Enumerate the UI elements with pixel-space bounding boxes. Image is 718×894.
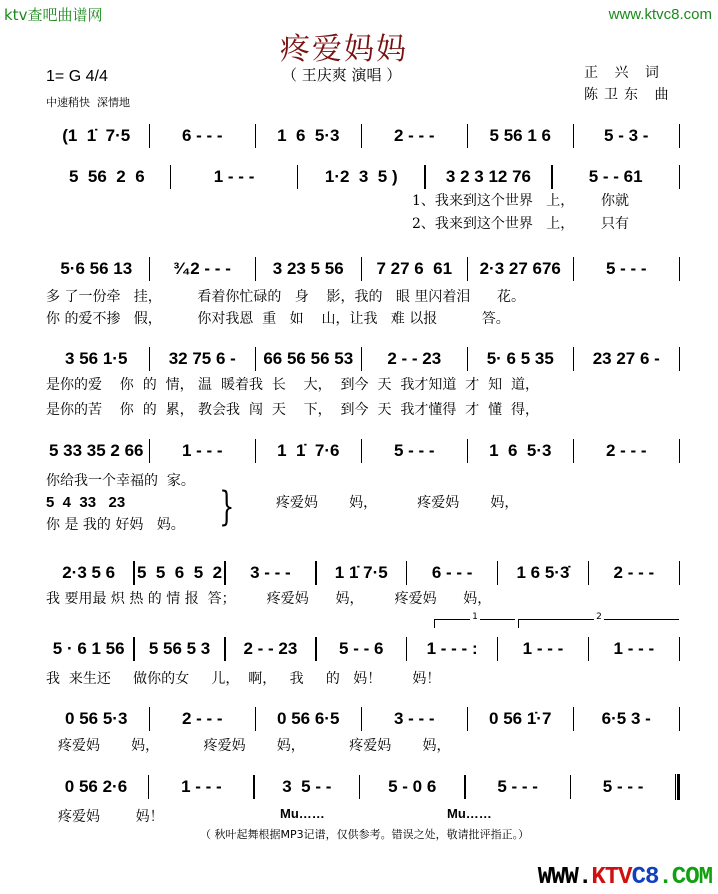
- measure: 3 - - -: [250, 563, 291, 582]
- alt-notes: 5 4 33 23: [46, 494, 126, 511]
- measure: 2 - - 23: [243, 639, 298, 658]
- lyric-line: 1、我来到这个世界 上， 你就: [412, 193, 629, 209]
- measure: 5 - - 6: [339, 639, 384, 658]
- measure: 1 - - - :: [426, 639, 478, 658]
- composer: 陈卫东 曲: [584, 87, 675, 103]
- measure: 6·5 3 -: [601, 709, 651, 728]
- staff-row: [44, 348, 680, 370]
- staff-row: [44, 258, 680, 280]
- measure: 1 - - -: [613, 639, 655, 658]
- measure: 5 5 6 5 2: [137, 563, 223, 582]
- measure: 5 - - -: [605, 259, 647, 278]
- bar-line: [679, 561, 681, 585]
- lyric-line: 多 了一份牵 挂， 看着你忙碌的 身 影，我的 眼 里闪着泪 花。: [46, 289, 526, 305]
- measure: 1 6 5·3̇: [516, 563, 570, 582]
- staff-row: [44, 166, 680, 188]
- lyric-line: 是你的苦 你 的 累， 教会我 闯 天 下， 到今 天 我才懂得 才 懂 得，: [46, 402, 540, 418]
- lyric-line: 你 的爱不掺 假， 你对我恩 重 如 山，让我 难 以报 答。: [46, 311, 510, 327]
- hum-2: Mu……: [447, 806, 492, 821]
- song-title: 疼爱妈妈: [280, 32, 408, 67]
- bar-line: [679, 165, 681, 189]
- site-logo: WWW.KTVC8.COM: [537, 864, 712, 891]
- chorus-lyric: 疼爱妈 妈， 疼爱妈 妈，: [276, 495, 519, 511]
- singer: （ 王庆爽 演唱 ）: [282, 66, 402, 84]
- measure: 1 - - -: [213, 167, 255, 186]
- measure: 1 - - -: [522, 639, 564, 658]
- staff-row: [44, 708, 680, 730]
- measure: 5 - - -: [602, 777, 644, 796]
- staff-row: [44, 125, 680, 147]
- measure: 3 2 3 12 76: [445, 167, 531, 186]
- lyric-line: 我 来生还 做你的女 儿， 啊， 我 的 妈！ 妈！: [46, 671, 441, 687]
- bar-line: [679, 347, 681, 371]
- measure: 2 - - -: [181, 709, 223, 728]
- measure: 5 - - 61: [588, 167, 643, 186]
- measure: (1 1̇ 7·5: [62, 126, 131, 145]
- key: 1= G: [46, 68, 82, 85]
- measure: 0 56 2·6: [64, 777, 128, 796]
- lyric-line: 疼爱妈 妈， 疼爱妈 妈， 疼爱妈 妈，: [58, 738, 451, 754]
- measure: 5 33 35 2 66: [48, 441, 144, 460]
- measure: 1 6 5·3: [277, 126, 340, 145]
- measure: 2 - - -: [605, 441, 647, 460]
- lyric-line: 你 是 我的 好妈 妈。: [46, 517, 185, 533]
- footnote: （ 秋叶起舞根据MP3记谱，仅供参考。错误之处，敬请批评指正。）: [200, 828, 530, 841]
- measure: 23 27 6 -: [592, 349, 660, 368]
- measure: 5 - 3 -: [604, 126, 649, 145]
- measure: 5 · 6 1 56: [52, 639, 125, 658]
- brace: }: [219, 484, 235, 530]
- staff-row: [44, 562, 680, 584]
- site-name[interactable]: ktv查吧曲谱网: [4, 6, 103, 24]
- measure: 1·2 3 5 ): [324, 167, 398, 186]
- bar-line: [675, 774, 680, 800]
- measure: 7 27 6 61: [376, 259, 453, 278]
- measure: 5· 6 5 35: [486, 349, 554, 368]
- measure: 2·3 5 6: [62, 563, 116, 582]
- measure: 2·3 27 676: [479, 259, 561, 278]
- measure: 5 56 1 6: [489, 126, 551, 145]
- tempo-marking: 中速稍快 深情地: [46, 96, 130, 109]
- measure: 1 - - -: [181, 441, 223, 460]
- measure: 1 6 5·3: [489, 441, 552, 460]
- measure: 66 56 56 53: [263, 349, 354, 368]
- bar-line: [679, 439, 681, 463]
- measure: 2 - - -: [613, 563, 655, 582]
- measure: 6 - - -: [181, 126, 223, 145]
- site-url[interactable]: www.ktvc8.com: [608, 6, 712, 23]
- staff-row: [44, 638, 680, 660]
- lyric-line: 我 要用最 炽 热 的 情 报 答； 疼爱妈 妈， 疼爱妈 妈，: [46, 591, 492, 607]
- bar-line: [679, 124, 681, 148]
- measure: 5 56 2 6: [69, 167, 145, 186]
- measure: 5 - - -: [497, 777, 538, 796]
- bar-line: [679, 257, 681, 281]
- lyric-line: 疼爱妈 妈！: [58, 809, 164, 825]
- measure: 5·6 56 13: [60, 259, 133, 278]
- staff-row: [44, 776, 680, 798]
- bar-line: [679, 707, 681, 731]
- measure: 3 5 - -: [282, 777, 332, 796]
- lyric-line: 你给我一个幸福的 家。: [46, 473, 195, 489]
- measure: 0 56 5·3: [65, 709, 128, 728]
- lyric-line: 是你的爱 你 的 情， 温 暖着我 长 大， 到今 天 我才知道 才 知 道，: [46, 377, 540, 393]
- key-signature: [46, 68, 108, 86]
- measure: 3 56 1·5: [65, 349, 128, 368]
- measure: 5 - - -: [393, 441, 435, 460]
- measure: 6 - - -: [431, 563, 473, 582]
- hum-1: Mu……: [280, 806, 325, 821]
- measure: 0 56 1̇·7: [489, 709, 552, 728]
- measure: 2 - - 23: [387, 349, 442, 368]
- measure: 5 - 0 6: [388, 777, 437, 796]
- lyricist: 正 兴 词: [584, 65, 665, 81]
- time-signature: 4/4: [85, 68, 108, 85]
- volta-2: 2: [518, 619, 679, 628]
- measure: 3 - - -: [393, 709, 435, 728]
- measure: 0 56 6·5: [277, 709, 340, 728]
- measure: 1 1̇ 7·6: [277, 441, 340, 460]
- staff-row: [44, 440, 680, 462]
- volta-1: 1: [434, 619, 515, 628]
- measure: ³⁄₄2 - - -: [173, 259, 231, 278]
- bar-line: [679, 637, 681, 661]
- measure: 1 - - -: [181, 777, 222, 796]
- measure: 3 23 5 56: [272, 259, 344, 278]
- measure: 32 75 6 -: [168, 349, 236, 368]
- measure: 1 1̇ 7·5: [334, 563, 388, 582]
- lyric-line: 2、我来到这个世界 上， 只有: [412, 216, 629, 232]
- measure: 2 - - -: [393, 126, 435, 145]
- measure: 5 56 5 3: [148, 639, 211, 658]
